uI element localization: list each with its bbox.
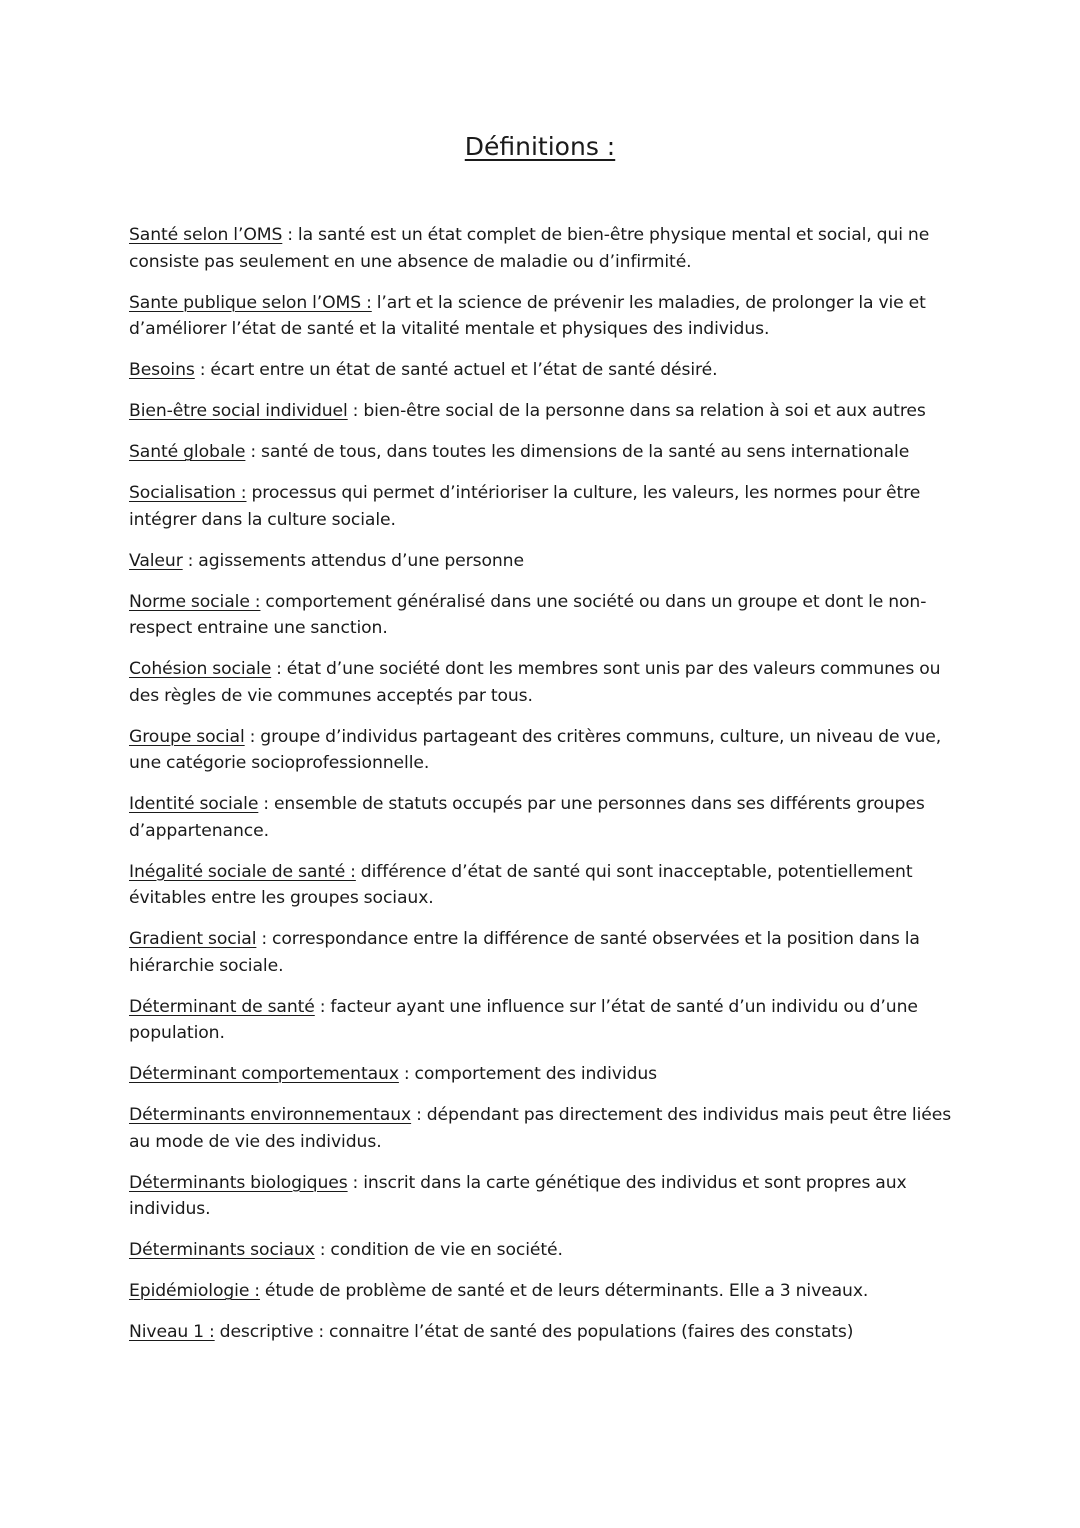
definition-item <box>129 290 957 343</box>
definition-term: Besoins <box>129 360 195 380</box>
definition-item <box>129 398 957 425</box>
definition-item <box>129 1237 957 1264</box>
definition-item <box>129 1061 957 1088</box>
definition-item <box>129 480 957 533</box>
definition-term: Valeur <box>129 550 183 571</box>
definition-term: Déterminants biologiques <box>129 1172 348 1193</box>
definition-item <box>129 1170 957 1223</box>
definition-text: : groupe d’individus partageant des critères communs, culture, un niveau de vue, une catégorie socioprofessionnelle. <box>129 726 942 773</box>
definition-term: Bien-être social individuel <box>129 401 348 421</box>
definition-text: : dépendant pas directement des individus mais peut être liées au mode de vie des individus. <box>129 1105 952 1152</box>
page-title: Définitions : <box>464 132 616 161</box>
definition-text: différence d’état de santé qui sont inacceptable, potentiellement évitables entre les groupes sociaux. <box>129 861 913 908</box>
definition-term: Déterminants environnementaux <box>129 1105 412 1125</box>
definition-item <box>129 1319 957 1346</box>
definition-item <box>129 926 957 979</box>
definition-term: Niveau 1 : <box>129 1322 215 1342</box>
definition-text: descriptive : connaitre l’état de santé des populations (faires des constats) <box>214 1322 854 1342</box>
definition-term: Identité sociale <box>129 794 259 814</box>
definition-term: Inégalité sociale de santé : <box>129 861 356 882</box>
definitions-list <box>129 222 957 1360</box>
definition-term: Déterminants sociaux <box>129 1240 315 1260</box>
definition-term: Santé selon l’OMS <box>129 225 283 245</box>
definition-text: : inscrit dans la carte génétique des individus et sont propres aux individus. <box>129 1172 907 1219</box>
definition-text: : écart entre un état de santé actuel et l’état de santé désiré. <box>194 360 718 380</box>
definition-text: : agissements attendus d’une personne <box>182 550 524 571</box>
definition-term: Déterminant comportementaux <box>129 1064 399 1084</box>
definition-item <box>129 222 957 275</box>
definition-item <box>129 656 957 709</box>
definition-text: : état d’une société dont les membres sont unis par des valeurs communes ou des règles de vie communes acceptés par tous. <box>129 659 941 706</box>
definition-text: : bien-être social de la personne dans sa relation à soi et aux autres <box>347 401 926 421</box>
definition-term: Epidémiologie : <box>129 1281 260 1301</box>
definition-term: Sante publique selon l’OMS : <box>129 292 372 313</box>
definition-text: : facteur ayant une influence sur l’état de santé d’un individu ou d’une population. <box>129 996 918 1043</box>
definition-item <box>129 439 957 466</box>
definition-text: : condition de vie en société. <box>314 1240 563 1260</box>
definition-item <box>129 1278 957 1305</box>
definition-term: Gradient social <box>129 929 257 949</box>
definition-term: Socialisation : <box>129 483 247 503</box>
definition-text: : la santé est un état complet de bien-être physique mental et social, qui ne consiste pas seulement en une absence de maladie ou d’infirmité. <box>129 225 930 272</box>
definition-item <box>129 548 957 575</box>
definition-item <box>129 994 957 1047</box>
definition-item <box>129 589 957 642</box>
definition-text: comportement généralisé dans une société ou dans un groupe et dont le non-respect entraine une sanction. <box>129 591 927 638</box>
definition-item <box>129 724 957 777</box>
definition-item <box>129 357 957 384</box>
definition-text: : santé de tous, dans toutes les dimensions de la santé au sens internationale <box>245 442 910 462</box>
definition-term: Norme sociale : <box>129 591 261 612</box>
definition-text: : ensemble de statuts occupés par une personnes dans ses différents groupes d’appartenance. <box>129 794 925 841</box>
definition-item <box>129 1102 957 1155</box>
definition-text: l’art et la science de prévenir les maladies, de prolonger la vie et d’améliorer l’état de santé et la vitalité mentale et physiques des individus. <box>129 292 926 339</box>
definition-text: étude de problème de santé et de leurs déterminants. Elle a 3 niveaux. <box>259 1281 869 1301</box>
definition-text: : comportement des individus <box>398 1064 657 1084</box>
definition-term: Cohésion sociale <box>129 659 272 679</box>
definition-term: Santé globale <box>129 442 246 462</box>
definition-text: : correspondance entre la différence de santé observées et la position dans la hiérarchie sociale. <box>129 929 920 976</box>
definition-text: processus qui permet d’intérioriser la culture, les valeurs, les normes pour être intégrer dans la culture sociale. <box>129 483 921 530</box>
definition-item <box>129 791 957 844</box>
definition-term: Déterminant de santé <box>129 996 315 1017</box>
definition-item <box>129 859 957 912</box>
definition-term: Groupe social <box>129 726 245 747</box>
